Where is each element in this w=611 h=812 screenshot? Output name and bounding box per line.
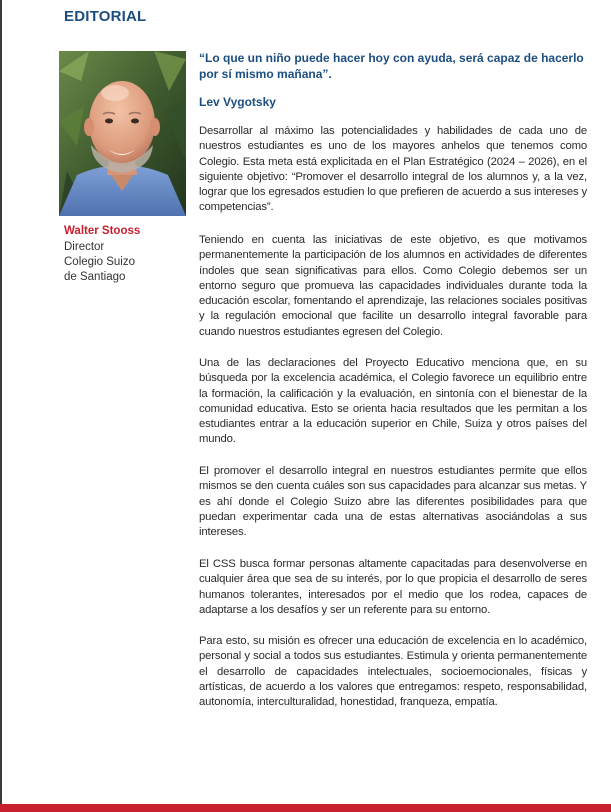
author-role: Director bbox=[64, 241, 105, 253]
section-title: EDITORIAL bbox=[64, 8, 147, 25]
author-org-line-1: Colegio Suizo bbox=[64, 256, 135, 268]
epigraph-quote: “Lo que un niño puede hacer hoy con ayuda, será capaz de hacerlo por sí mismo mañana”. bbox=[199, 51, 584, 81]
author-portrait-image bbox=[59, 51, 186, 216]
body-paragraph-1: Desarrollar al máximo las potencialidades y habilidades de cada uno de nuestros estudiantes es uno de los mayores anhelos que tenemos como Colegio. Esta meta está explicitada en el Plan Estratégico (2024 – 2026), en el siguiente objetivo: “Promover el desarrollo integral de los alumnos y, a la vez, lograr que los egresados estudien lo que prefieren de acuerdo a sus intereses y competencias”. bbox=[199, 125, 587, 214]
author-portrait bbox=[59, 51, 186, 216]
author-org-line-2: de Santiago bbox=[64, 271, 126, 283]
footer-accent-bar bbox=[0, 804, 611, 812]
body-paragraph-3: Una de las declaraciones del Proyecto Educativo menciona que, en su búsqueda por la excelencia académica, el Colegio favorece un equilibrio entre la formación, la calificación y la evaluación, en sintonía con el bienestar de la comunidad educativa. Esto se orienta hacia resultados que les permitan a los estudiantes entrar a la educación superior en Chile, Suiza y otros países del mundo. bbox=[199, 357, 587, 446]
page-left-rule bbox=[0, 0, 2, 804]
body-paragraph-2: Teniendo en cuenta las iniciativas de este objetivo, es que motivamos permanentemente la participación de los alumnos en actividades de diferentes índoles que sean significativas para ellos. Como Colegio debemos ser un entorno seguro que promueva las capacidades individuales durante toda la educación escolar, fomentando el aprendizaje, las relaciones sociales positivas y la regulación emocional que facilite un desarrollo integral favorable para cuando nuestros estudiantes egresen del Colegio. bbox=[199, 234, 587, 338]
body-paragraph-5: El CSS busca formar personas altamente capacitadas para desenvolverse en cualquier área que sea de su interés, por lo que propicia el desarrollo de seres humanos tolerantes, interesados por el medio que los rodea, capaces de adaptarse a los desafíos y ser un referente para su entorno. bbox=[199, 558, 587, 616]
body-paragraph-6: Para esto, su misión es ofrecer una educación de excelencia en lo académico, personal y social a todos sus estudiantes. Estimula y orienta permanentemente el desarrollo de capacidades intelectuales, socioemocionales, físicas y artísticas, de acuerdo a los valores que entregamos: respeto, responsabilidad, autonomía, interculturalidad, honestidad, franqueza, empatía. bbox=[199, 635, 587, 709]
epigraph-attribution: Lev Vygotsky bbox=[199, 95, 276, 109]
author-name: Walter Stooss bbox=[64, 225, 141, 237]
body-paragraph-4: El promover el desarrollo integral en nuestros estudiantes permite que ellos mismos se den cuenta cuáles son sus capacidades para alcanzar sus metas. Y es ahí donde el Colegio Suizo abre las diferentes posibilidades para que puedan experimentar cada una de estas alternativas asociándolas a sus intereses. bbox=[199, 465, 587, 539]
